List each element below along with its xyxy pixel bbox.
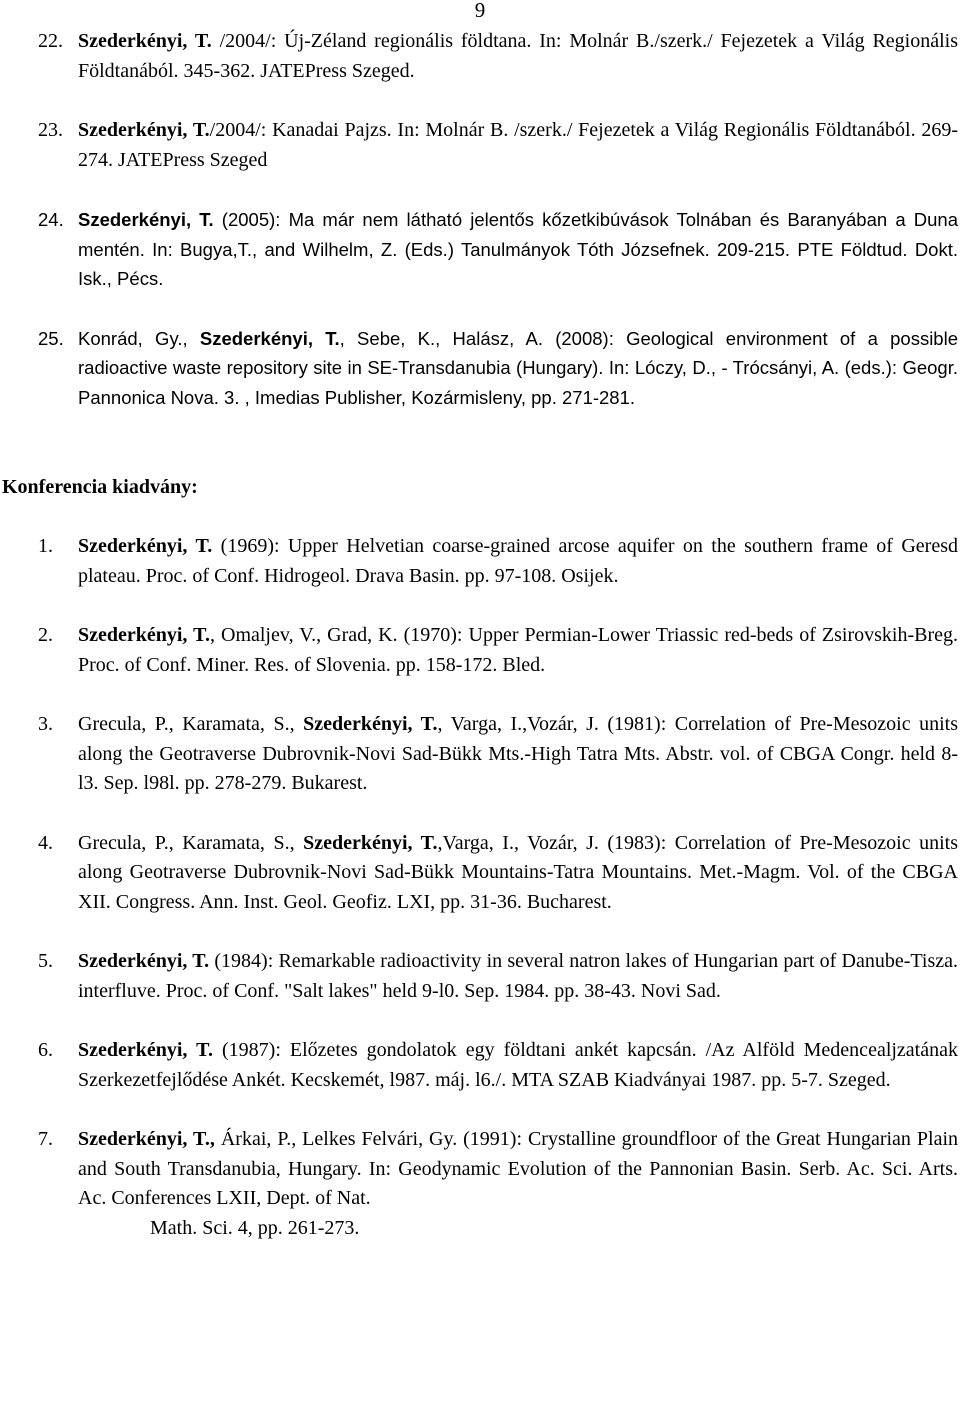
entry-text [78,1125,958,1214]
entry-text [78,829,958,918]
conference-entry-3 [38,710,958,799]
conference-entry-7 [38,1125,958,1214]
entry-citation: (1984): Remarkable radioactivity in several natron lakes of Hungarian part of Danube-Tisza. interfluve. Proc. of Conf. "Salt lakes" held 9-l0. Sep. 1984. pp. 38-43. Novi Sad. [78,950,958,1002]
conference-entry-5 [38,947,958,1006]
entry-author: Szederkényi, T. [199,327,340,349]
entry-number: 7. [38,1128,53,1150]
entry-text [78,27,958,86]
entry-author: Szederkényi, T. [78,209,214,230]
entry-citation: ,Varga, I., Vozár, J. (1983): Correlation of Pre-Mesozoic units along Geotraverse Dubrovnik-Novi Sad-Bükk Mountains-Tatra Mountains. Met.-Magm. Vol. of the CBGA XII. Congress. Ann. Inst. Geol. Geofiz. LXI, pp. 31-36. Bucharest. [78,831,958,913]
entry-text [78,710,958,799]
entry-number: 22. [38,30,63,52]
conference-entry-2 [38,621,958,680]
entry-citation: Árkai, P., Lelkes Felvári, Gy. (1991): Crystalline groundfloor of the Great Hungarian Plain and South Transdanubia, Hungary. In: Geodynamic Evolution of the Pannonian Basin. Serb. Ac. Sci. Arts. Ac. Conferences LXII, Dept. of Nat. [78,1128,958,1209]
entry-number: 24. [38,209,64,230]
entry-number: 3. [38,713,53,735]
entry-citation: /2004/: Új-Zéland regionális földtana. In: Molnár B./szerk./ Fejezetek a Világ Regionális Földtanából. 345-362. JATEPress Szeged. [78,30,958,82]
conference-entry-4 [38,829,958,918]
conference-entry-6 [38,1036,958,1095]
entry-text [78,532,958,591]
page-number: 9 [474,0,486,22]
entry-number: 5. [38,950,53,972]
entry-text [78,1036,958,1095]
conference-entry-1 [38,532,958,591]
bibliography [2,27,959,1243]
entry-text [78,116,958,175]
entry-number: 4. [38,831,53,854]
reference-entry-24 [38,205,958,294]
entry-number: 23. [38,119,63,141]
reference-entry-22 [38,27,958,86]
entry-author: Szederkényi, T. [78,950,210,972]
entry-citation-end: Math. Sci. 4, pp. 261-273. [150,1216,360,1239]
entry-author: Szederkényi, T. [303,713,438,735]
reference-entry-25 [38,324,958,413]
entry-number: 2. [38,624,53,646]
entry-number: 6. [38,1039,53,1061]
entry-citation: , Varga, I.,Vozár, J. (1981): Correlation of Pre-Mesozoic units along the Geotraverse Dubrovnik-Novi Sad-Bükk Mts.-High Tatra Mts. Abstr. vol. of CBGA Congr. held 8-l3. Sep. l98l. pp. 278-279. Bukarest. [78,713,958,794]
entry-citation: (1987): Előzetes gondolatok egy földtani ankét kapcsán. /Az Alföld Medencealjzatának Szerkezetfejlődése Ankét. Kecskemét, l987. máj. l6./. MTA SZAB Kiadványai 1987. pp. 5-7. Szeged. [78,1039,958,1091]
entry-text [78,621,958,680]
entry-author: Szederkényi, T., [78,1128,215,1150]
entry-citation: /2004/: Kanadai Pajzs. In: Molnár B. /szerk./ Fejezetek a Világ Regionális Földtanából. 269-274. JATEPress Szeged [78,119,958,171]
entry-author: Szederkényi, T. [78,624,210,646]
entry-author: Szederkényi, T. [78,535,213,557]
entry-text [78,205,958,294]
entry-author: Szederkényi, T. [78,30,212,52]
entry-number: 25. [38,327,64,349]
entry-citation: (2005): Ma már nem látható jelentős kőzetkibúvások Tolnában és Baranyában a Duna mentén. In: Bugya,T., and Wilhelm, Z. (Eds.) Tanulmányok Tóth Józsefnek. 209-215. PTE Földtud. Dokt. Isk., Pécs. [78,209,958,289]
entry-coauthors: Grecula, P., Karamata, S., [78,713,304,735]
reference-entry-23 [38,116,958,175]
entry-coauthors: Grecula, P., Karamata, S., [78,831,304,854]
entry-citation: , Sebe, K., Halász, A. (2008): Geological environment of a possible radioactive waste repository site in SE-Transdanubia (Hungary). In: Lóczy, D., - Trócsányi, A. (eds.): Geogr. Pannonica Nova. 3. , Imedias Publisher, Kozármisleny, pp. 271-281. [78,327,958,408]
conference-entry-7-last-line [38,1214,958,1244]
entry-number: 1. [38,535,53,557]
entry-citation: , Omaljev, V., Grad, K. (1970): Upper Permian-Lower Triassic red-beds of Zsirovskih-Breg. Proc. of Conf. Miner. Res. of Slovenia. pp. 158-172. Bled. [78,624,959,676]
entry-author: Szederkényi, T. [78,1039,213,1061]
entry-author: Szederkényi, T. [303,831,438,854]
entry-author: Szederkényi, T. [78,119,210,141]
entry-citation: (1969): Upper Helvetian coarse-grained arcose aquifer on the southern frame of Geresd plateau. Proc. of Conf. Hidrogeol. Drava Basin. pp. 97-108. Osijek. [78,535,958,587]
section-heading: Konferencia kiadvány: [2,476,198,498]
entry-coauthors: Konrád, Gy., [78,327,200,349]
entry-text [78,947,958,1006]
entry-text [78,324,958,413]
